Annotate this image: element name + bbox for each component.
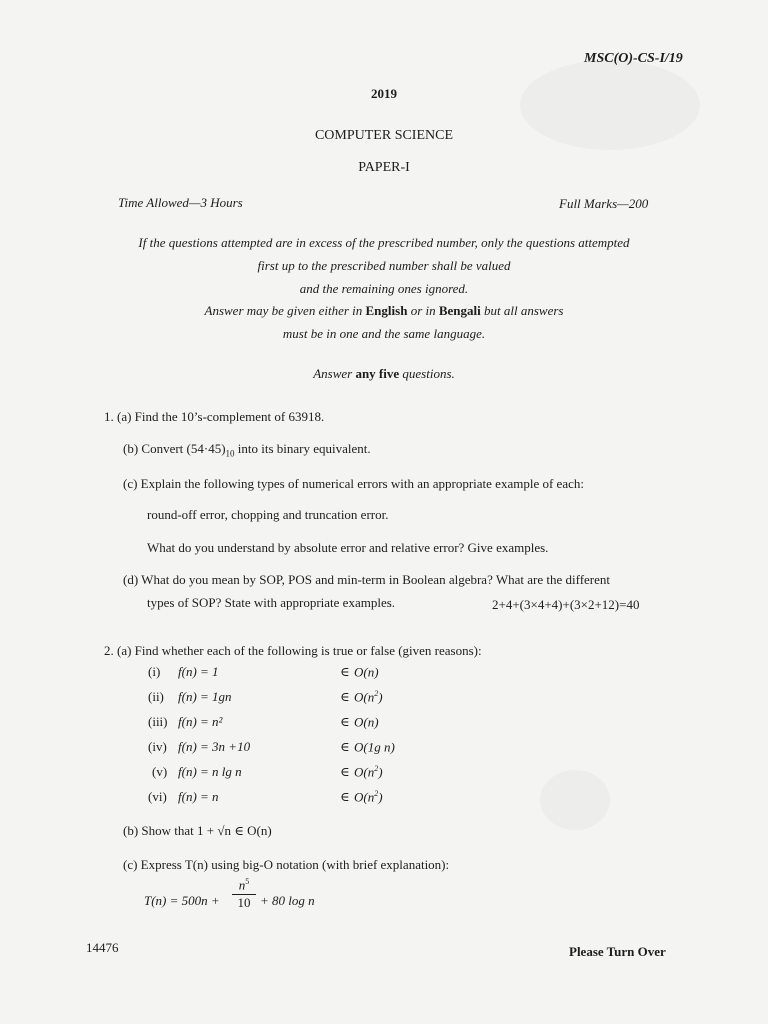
q1-part-c-line: What do you understand by absolute error and relative error? Give examples.: [147, 540, 549, 555]
formula-numerator-exponent: 5: [245, 877, 250, 886]
bengali-word: Bengali: [438, 303, 481, 318]
formula-denominator: 10: [237, 895, 251, 911]
q2-item: [0, 714, 768, 734]
q2-order-exponent: 2: [374, 789, 379, 798]
q2-item: [0, 789, 768, 809]
q2-item-order: $O(n^2)$: [354, 764, 383, 780]
q1-part-c-line: round-off error, chopping and truncation error.: [147, 507, 389, 522]
q2-part-c: (c) Express T(n) using big-O notation (with brief explanation):: [123, 857, 450, 872]
answer-count: any five: [355, 366, 400, 381]
footer-code: 14476: [86, 940, 119, 955]
english-word: English: [365, 303, 408, 318]
q1-b-subscript: 10: [225, 448, 235, 459]
q2-item: [0, 739, 768, 759]
q2-item-order: [354, 714, 379, 730]
answer-text: questions.: [399, 366, 455, 381]
instruction-text: but all answers: [480, 303, 564, 318]
q2-function-list: [0, 664, 768, 814]
element-of-symbol: ∈: [340, 764, 350, 779]
paper-code: MSC(O)-CS-I/19: [584, 51, 683, 66]
exam-year: 2019: [371, 86, 397, 101]
q2-order-base: O(n): [354, 714, 379, 730]
formula-right: + 80 log n: [260, 893, 315, 908]
element-of-symbol: ∈: [340, 689, 350, 704]
q2-item-function: f(n) = 1gn: [178, 689, 232, 704]
element-of-symbol: ∈: [340, 739, 350, 754]
instruction-text: Answer may be given either in: [204, 303, 366, 318]
q2-order-base: O(n): [354, 664, 379, 680]
instruction-line: If the questions attempted are in excess of the prescribed number, only the questions attempted: [138, 235, 630, 250]
formula-numerator: n: [238, 877, 246, 893]
please-turn-over: Please Turn Over: [569, 944, 666, 959]
q2-item-order: $O(n^2)$: [354, 789, 383, 805]
q2-item: [0, 664, 768, 684]
q2-item: [0, 764, 768, 784]
q2-item-number: (iii): [148, 714, 168, 729]
q2-item-order: [354, 664, 379, 680]
q1-marks: 2+4+(3×4+4)+(3×2+12)=40: [492, 597, 640, 612]
q2-order-exponent: 2: [374, 689, 379, 698]
full-marks: Full Marks—200: [559, 196, 649, 211]
q1-part-d-line: types of SOP? State with appropriate examples.: [147, 595, 396, 610]
q2-item-order: [354, 739, 395, 755]
q1-part-b: [123, 441, 371, 459]
formula-fraction: [232, 877, 256, 911]
q1-part-d: (d) What do you mean by SOP, POS and min-term in Boolean algebra? What are the different: [123, 572, 611, 587]
q2-item: [0, 689, 768, 709]
q2-item-function: f(n) = 3n +10: [178, 739, 251, 754]
q2-item-number: (i): [148, 664, 161, 679]
q1-b-text: into its binary equivalent.: [234, 441, 371, 456]
subject-title: COMPUTER SCIENCE: [314, 128, 454, 143]
q2-item-function: f(n) = n²: [178, 714, 223, 729]
q2-item-function: f(n) = n lg n: [178, 764, 242, 779]
element-of-symbol: ∈: [340, 789, 350, 804]
instruction-line: first up to the prescribed number shall be valued: [257, 258, 511, 273]
q2-part-a: 2. (a) Find whether each of the following is true or false (given reasons):: [104, 643, 482, 658]
q2-order-base: O(n: [354, 789, 375, 805]
element-of-symbol: ∈: [340, 664, 350, 679]
q2-item-order: $O(n^2)$: [354, 689, 383, 705]
q2-item-number: (iv): [148, 739, 167, 754]
element-of-symbol: ∈: [340, 714, 350, 729]
q2-item-function: f(n) = n: [178, 789, 219, 804]
q1-part-a: 1. (a) Find the 10’s-complement of 63918.: [104, 409, 325, 424]
q2-part-b: (b) Show that 1 + √n ∈ O(n): [123, 823, 272, 838]
q2-order-base: O(n: [354, 689, 375, 705]
q2-order-base: O(1g n): [354, 739, 395, 755]
time-allowed: Time Allowed—3 Hours: [118, 195, 243, 210]
answer-text: Answer: [313, 366, 356, 381]
q2-order-base: O(n: [354, 764, 375, 780]
instruction-line: and the remaining ones ignored.: [299, 281, 469, 296]
q2-item-number: (vi): [148, 789, 167, 804]
answer-instruction: [0, 366, 768, 382]
q2-item-number: (v): [152, 764, 168, 779]
instruction-line-language: [0, 303, 768, 319]
q1-part-c: (c) Explain the following types of numerical errors with an appropriate example of each:: [123, 476, 584, 491]
instruction-text: or in: [407, 303, 439, 318]
q1-b-text: (b) Convert (54·45): [123, 441, 226, 456]
formula-left: T(n) = 500n +: [144, 893, 220, 908]
instruction-line: must be in one and the same language.: [282, 326, 486, 341]
q2-item-number: (ii): [148, 689, 164, 704]
q2-order-exponent: 2: [374, 764, 379, 773]
q2-item-function: f(n) = 1: [178, 664, 219, 679]
paper-title: PAPER-I: [358, 160, 410, 175]
